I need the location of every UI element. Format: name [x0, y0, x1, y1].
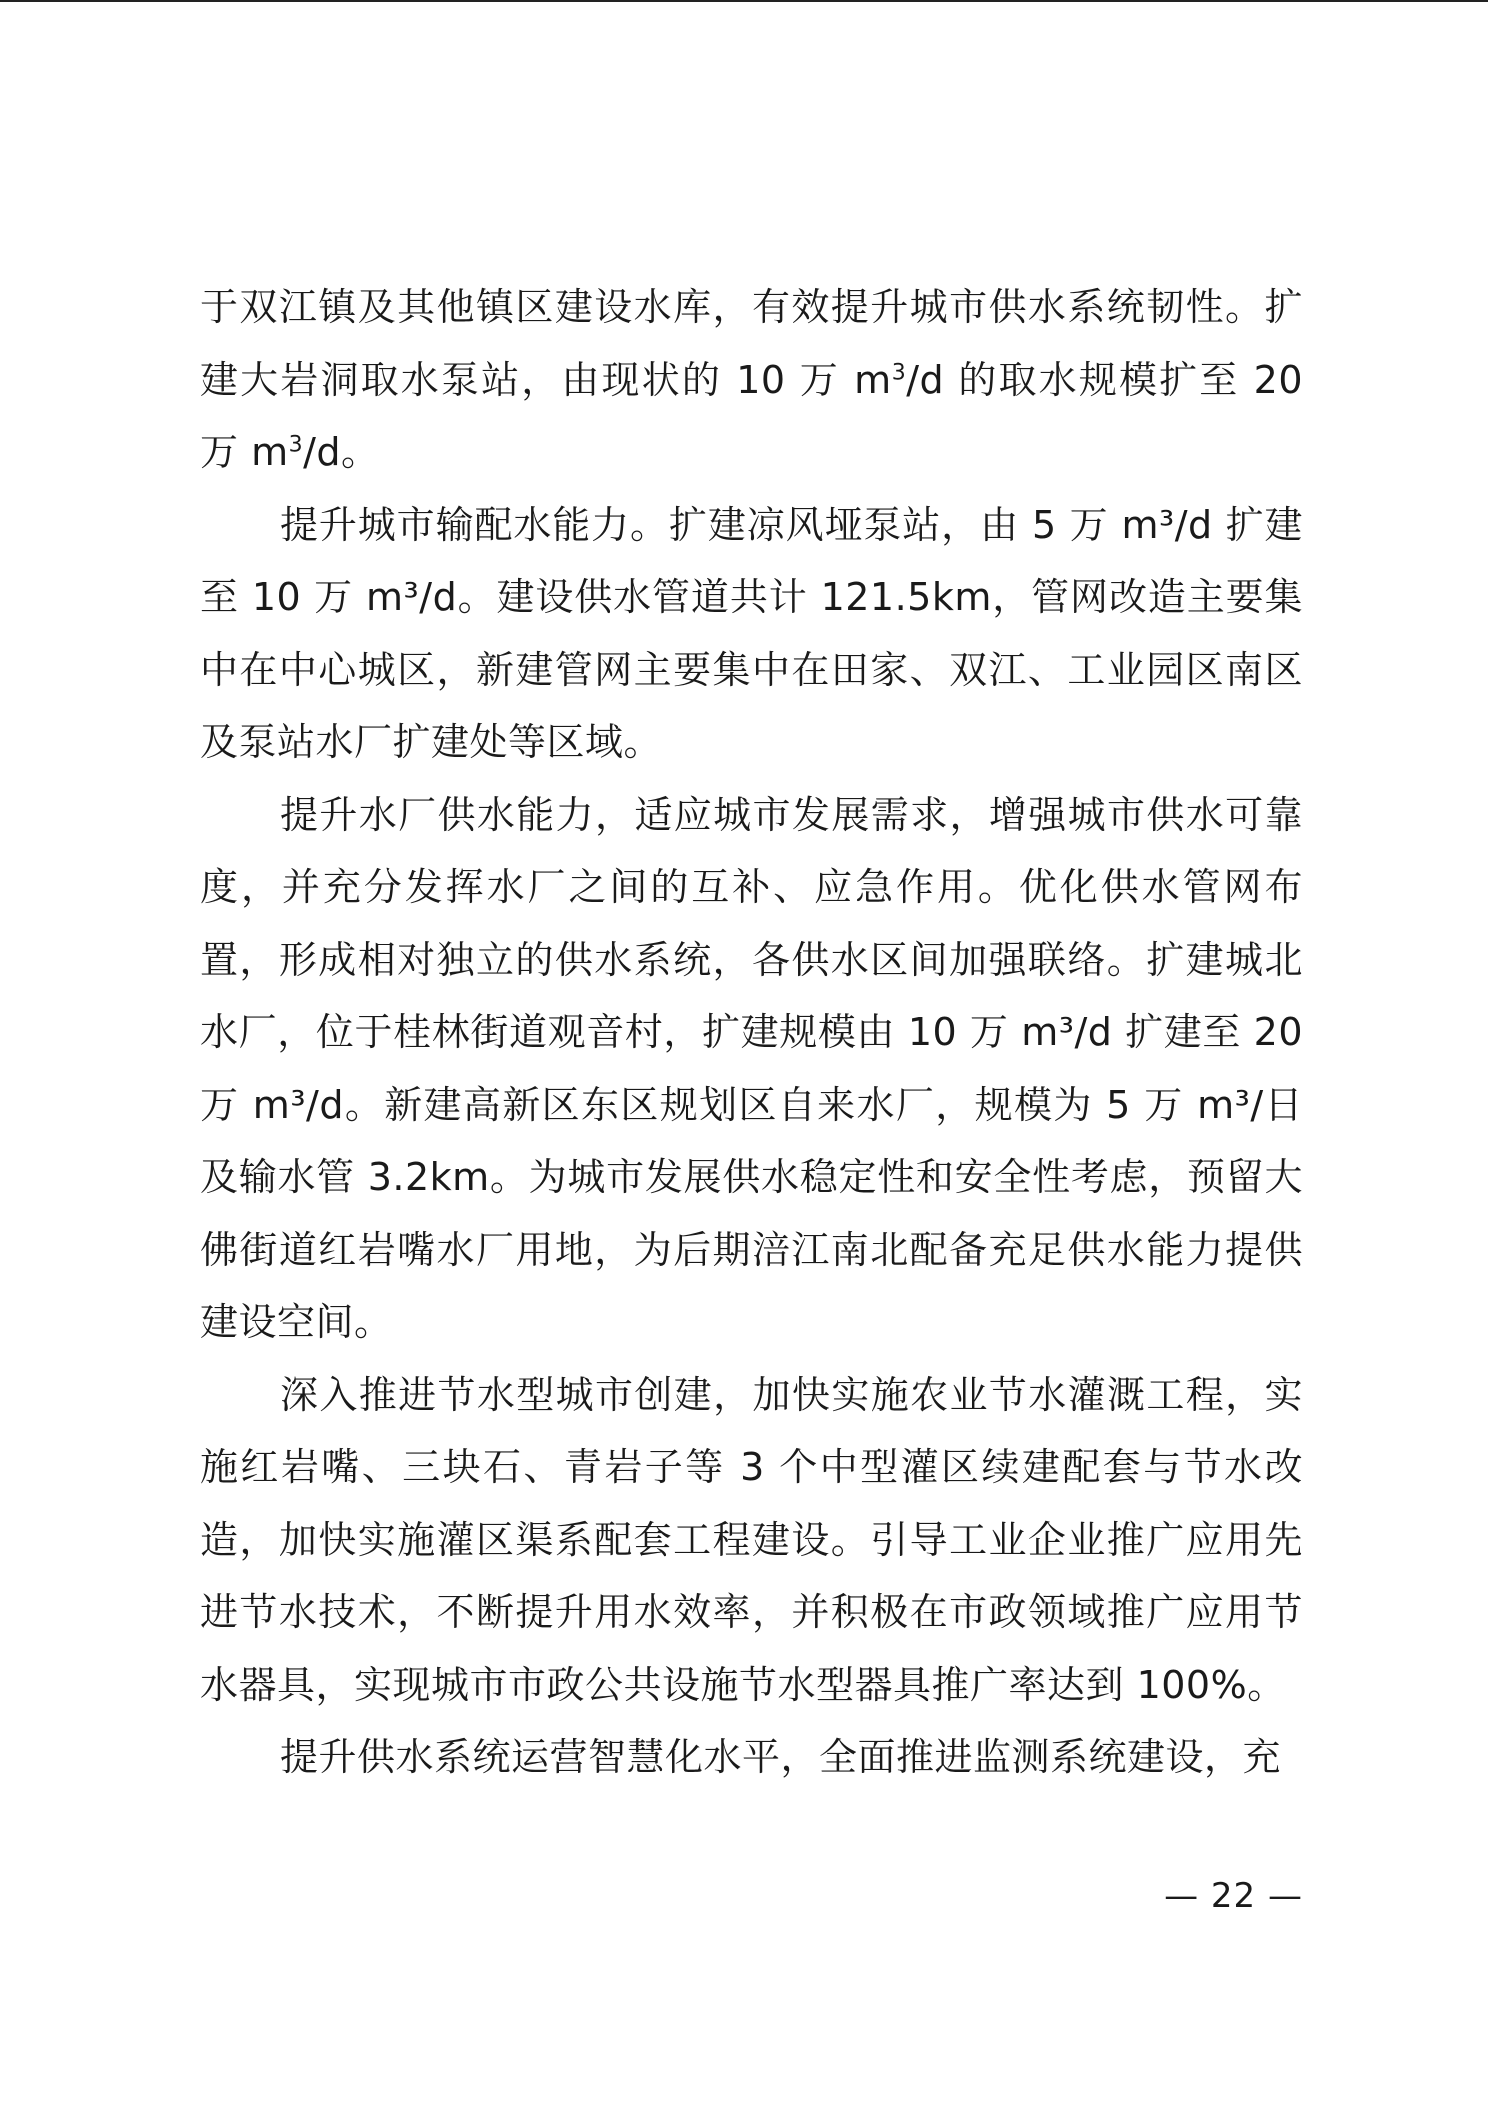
superscript-text: 3 [288, 432, 304, 458]
body-paragraph [200, 489, 1303, 779]
body-paragraph [200, 1359, 1303, 1722]
paragraph-text: /d。 [303, 430, 380, 474]
body-paragraph [200, 271, 1303, 489]
page-number: — 22 — [1164, 1876, 1303, 1916]
top-border-rule [0, 0, 1488, 2]
superscript-text: 3 [891, 359, 907, 385]
paragraph-text: 于双江镇及其他镇区建设水库，有效提升城市供水系统韧性。扩建大岩洞取水泵站，由现状的 10 万 m [200, 285, 1303, 402]
document-body [200, 271, 1303, 1794]
paragraph-text: 提升城市输配水能力。扩建凉风垭泵站，由 5 万 m³/d 扩建至 10 万 m³/d。建设供水管道共计 121.5km，管网改造主要集中在中心城区，新建管网主要集中在田家、双江、工业园区南区及泵站水厂扩建处等区域。 [200, 502, 1303, 764]
body-paragraph [200, 779, 1303, 1359]
paragraph-text: 提升供水系统运营智慧化水平，全面推进监测系统建设，充 [280, 1735, 1282, 1779]
paragraph-text: 提升水厂供水能力，适应城市发展需求，增强城市供水可靠度，并充分发挥水厂之间的互补、应急作用。优化供水管网布置，形成相对独立的供水系统，各供水区间加强联络。扩建城北水厂，位于桂林街道观音村，扩建规模由 10 万 m³/d 扩建至 20 万 m³/d。新建高新区东区规划区自来水厂，规模为 5 万 m³/日及输水管 3.2km。为城市发展供水稳定性和安全性考虑，预留大佛街道红岩嘴水厂用地，为后期涪江南北配备充足供水能力提供建设空间。 [200, 792, 1303, 1344]
paragraph-text: 深入推进节水型城市创建，加快实施农业节水灌溉工程，实施红岩嘴、三块石、青岩子等 3 个中型灌区续建配套与节水改造，加快实施灌区渠系配套工程建设。引导工业企业推广应用先进节水技术，不断提升用水效率，并积极在市政领域推广应用节水器具，实现城市市政公共设施节水型器具推广率达到 100%。 [200, 1372, 1303, 1707]
body-paragraph [200, 1721, 1303, 1794]
paragraph-text: /d 的取水规模扩至 20 万 m [200, 357, 1304, 474]
